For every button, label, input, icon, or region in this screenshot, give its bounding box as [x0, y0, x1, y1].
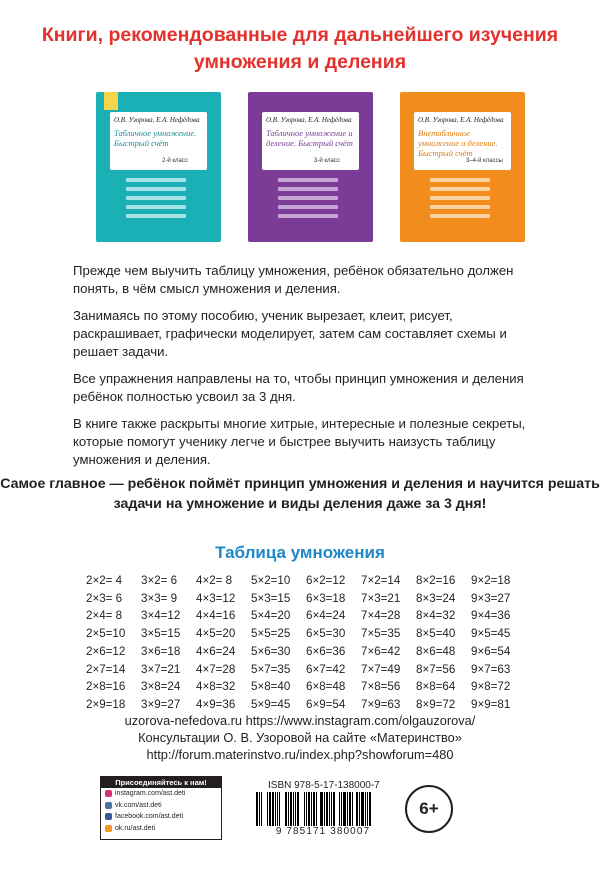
- table-cell: 7×3=21: [361, 591, 401, 605]
- link-line-2: Консультации О. В. Узоровой на сайте «Материнство»: [138, 730, 462, 745]
- table-cell: 5×7=35: [251, 662, 291, 676]
- highlight-text: Самое главное — ребёнок поймёт принцип умножения и деления и научится решать задачи на умножение и виды деления даже за 3 дня!: [0, 476, 600, 512]
- table-cell: 5×6=30: [251, 644, 291, 658]
- table-cell: 3×7=21: [141, 662, 181, 676]
- table-cell: 8×4=32: [416, 609, 456, 623]
- table-cell: 4×6=24: [196, 644, 236, 658]
- table-cell: 8×8=64: [416, 680, 456, 694]
- links-block: [0, 712, 600, 763]
- social-item-ok[interactable]: ok.ru/ast.deti: [101, 823, 221, 835]
- multiplication-table: [86, 572, 526, 714]
- table-cell: 4×4=16: [196, 609, 236, 623]
- table-cell: 2×4= 8: [86, 609, 123, 623]
- table-cell: 4×5=20: [196, 627, 236, 641]
- book-authors: О.В. Узорова, Е.А. Нефёдова: [266, 116, 352, 124]
- link-line-3[interactable]: http://forum.materinstvo.ru/index.php?showforum=480: [146, 747, 454, 762]
- paragraph-4: В книге также раскрыты многие хитрые, интересные и полезные секреты, которые помогут ученику легче и быстрее выучить наизусть таблицу умножения и деления.: [73, 416, 526, 467]
- table-cell: 6×7=42: [306, 662, 346, 676]
- table-cell: 5×4=20: [251, 609, 291, 623]
- table-cell: 6×3=18: [306, 591, 346, 605]
- table-cell: 2×9=18: [86, 697, 126, 711]
- table-cell: 3×3= 9: [141, 591, 178, 605]
- table-cell: 3×2= 6: [141, 574, 178, 587]
- table-cell: 5×9=45: [251, 697, 291, 711]
- table-cell: 4×8=32: [196, 680, 236, 694]
- book-cover-3: [400, 92, 525, 242]
- table-cell: 9×5=45: [471, 627, 511, 641]
- paragraph-2: Занимаясь по этому пособию, ученик вырезает, клеит, рисует, раскрашивает, графически моделирует, затем сам составляет схемы и решает задачи.: [73, 308, 507, 359]
- table-cell: 5×3=15: [251, 591, 291, 605]
- instagram-icon: [105, 790, 112, 797]
- table-cell: 2×8=16: [86, 680, 126, 694]
- table-cell: 6×6=36: [306, 644, 346, 658]
- table-cell: 9×4=36: [471, 609, 511, 623]
- table-cell: 6×8=48: [306, 680, 346, 694]
- table-cell: 9×8=72: [471, 680, 511, 694]
- table-cell: 7×6=42: [361, 644, 401, 658]
- vk-icon: [105, 802, 112, 809]
- table-cell: 6×5=30: [306, 627, 346, 641]
- book-title: Табличное умножение. Быстрый счёт: [114, 128, 197, 148]
- table-cell: 7×7=49: [361, 662, 401, 676]
- ok-icon: [105, 825, 112, 832]
- isbn: ISBN 978-5-17-138000-7: [268, 780, 380, 791]
- table-cell: 2×7=14: [86, 662, 126, 676]
- table-cell: 6×9=54: [306, 697, 346, 711]
- age-rating-badge: 6+: [405, 785, 453, 833]
- table-cell: 4×2= 8: [196, 574, 233, 587]
- link-line-1[interactable]: uzorova-nefedova.ru https://www.instagram.com/olgauzorova/: [124, 713, 476, 728]
- table-cell: 7×5=35: [361, 627, 401, 641]
- paragraph-3: Все упражнения направлены на то, чтобы принцип умножения и деления ребёнок полностью усвоил за 3 дня.: [73, 371, 524, 404]
- table-cell: 5×2=10: [251, 574, 291, 587]
- barcode-digits: 9 785171 380007: [275, 826, 371, 837]
- book-cover-1: [96, 92, 221, 242]
- book-grade: 3-й класс: [314, 158, 340, 164]
- table-cell: 3×6=18: [141, 644, 181, 658]
- page-title: Книги, рекомендованные для дальнейшего изучения умножения и деления: [41, 24, 559, 73]
- facebook-icon: [105, 813, 112, 820]
- table-cell: 9×2=18: [471, 574, 511, 587]
- table-cell: 8×3=24: [416, 591, 456, 605]
- table-cell: 8×9=72: [416, 697, 456, 711]
- table-cell: 8×6=48: [416, 644, 456, 658]
- paragraph-1: Прежде чем выучить таблицу умножения, ребёнок обязательно должен понять, в чём смысл умножения и деления.: [73, 263, 514, 296]
- table-cell: 9×6=54: [471, 644, 511, 658]
- table-cell: 9×7=63: [471, 662, 511, 676]
- decor-shape: [104, 92, 118, 110]
- table-cell: 7×4=28: [361, 609, 401, 623]
- social-header: Присоединяйтесь к нам!: [101, 777, 221, 788]
- social-item-vk[interactable]: vk.com/ast.deti: [101, 800, 221, 812]
- social-item-facebook[interactable]: facebook.com/ast.deti: [101, 811, 221, 823]
- table-cell: 5×8=40: [251, 680, 291, 694]
- book-authors: О.В. Узорова, Е.А. Нефёдова: [418, 116, 504, 124]
- table-cell: 5×5=25: [251, 627, 291, 641]
- table-cell: 7×8=56: [361, 680, 401, 694]
- table-cell: 3×8=24: [141, 680, 181, 694]
- social-item-instagram[interactable]: instagram.com/ast.deti: [101, 788, 221, 800]
- table-cell: 4×7=28: [196, 662, 236, 676]
- table-cell: 9×9=81: [471, 697, 511, 711]
- book-title: Внетабличное умножение и деление. Быстрый счёт: [418, 128, 498, 158]
- book-grade: 2-й класс: [162, 158, 188, 164]
- book-authors: О.В. Узорова, Е.А. Нефёдова: [114, 116, 200, 124]
- table-cell: 8×2=16: [416, 574, 456, 587]
- table-cell: 6×4=24: [306, 609, 346, 623]
- table-cell: 7×2=14: [361, 574, 401, 587]
- book-cover-2: [248, 92, 373, 242]
- table-cell: 2×5=10: [86, 627, 126, 641]
- table-cell: 8×7=56: [416, 662, 456, 676]
- book-title: Табличное умножение и деление. Быстрый счёт: [266, 128, 353, 148]
- table-cell: 8×5=40: [416, 627, 456, 641]
- recommended-books: [0, 92, 600, 244]
- table-cell: 2×6=12: [86, 644, 126, 658]
- social-box: [100, 776, 222, 840]
- table-cell: 3×9=27: [141, 697, 181, 711]
- barcode: [256, 792, 386, 826]
- table-title: Таблица умножения: [215, 543, 385, 562]
- table-cell: 6×2=12: [306, 574, 346, 587]
- table-cell: 2×2= 4: [86, 574, 123, 587]
- table-cell: 3×4=12: [141, 609, 181, 623]
- table-cell: 2×3= 6: [86, 591, 123, 605]
- table-cell: 3×5=15: [141, 627, 181, 641]
- table-cell: 4×3=12: [196, 591, 236, 605]
- table-cell: 9×3=27: [471, 591, 511, 605]
- table-cell: 7×9=63: [361, 697, 401, 711]
- table-cell: 4×9=36: [196, 697, 236, 711]
- book-grade: 3–4-й классы: [466, 158, 503, 164]
